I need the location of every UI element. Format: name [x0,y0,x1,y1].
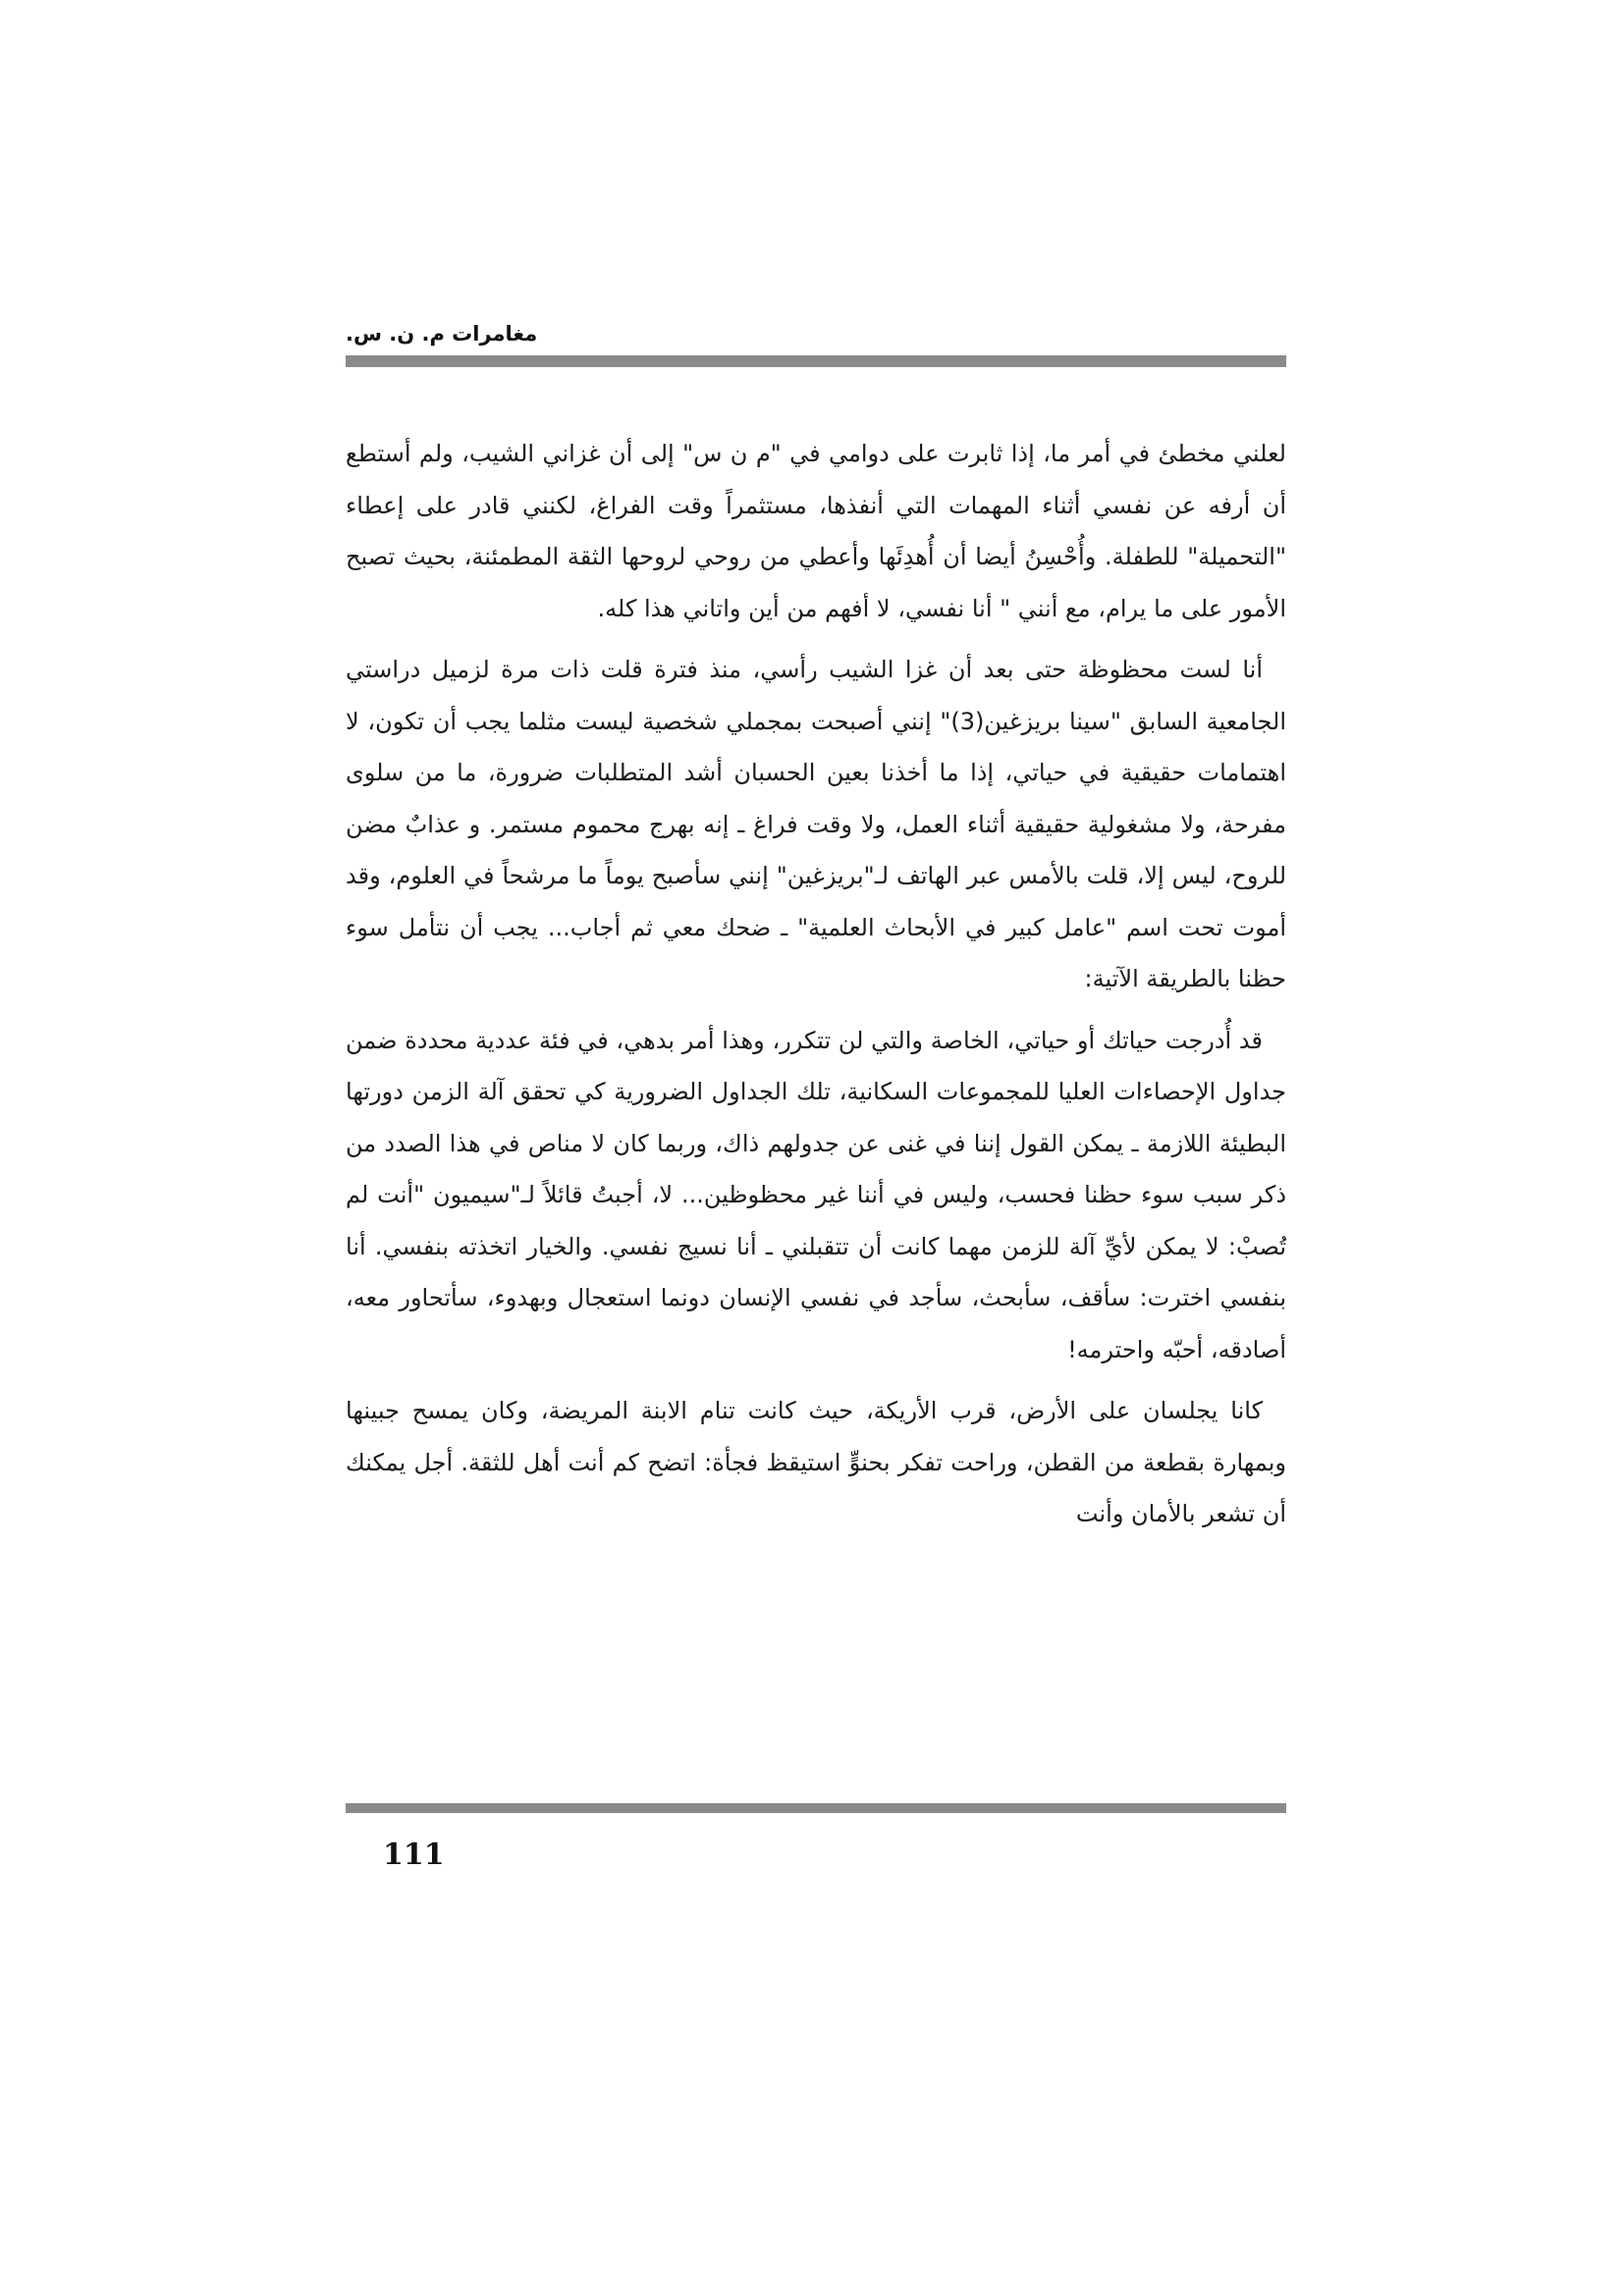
paragraph: قد أُدرجت حياتك أو حياتي، الخاصة والتي لن تتكرر، وهذا أمر بدهي، في فئة عددية محددة ضمن جداول الإحصاءات العليا للمجموعات السكانية، تلك الجداول الضرورية كي تحقق آلة الزمن دورتها البطيئة اللازمة ـ يمكن القول إننا في غنى عن جدولهم ذاك، وربما كان لا مناص في هذا الصدد من ذكر سبب سوء حظنا فحسب، وليس في أننا غير محظوظين... لا، أجبتُ قائلاً لـ"سيميون "أنت لم تُصبْ: لا يمكن لأيِّ آلة للزمن مهما كانت أن تتقبلني ـ أنا نسيج نفسي. والخيار اتخذته بنفسي. أنا بنفسي اخترت: سأقف، سأبحث، سأجد في نفسي الإنسان دونما استعجال وبهدوء، سأتحاور معه، أصادقه، أحبّه واحترمه! [346,1026,1286,1363]
paragraph: كانا يجلسان على الأرض، قرب الأريكة، حيث كانت تنام الابنة المريضة، وكان يمسح جبينها وبمهارة بقطعة من القطن، وراحت تفكر بحنوٍّ استيقظ فجأة: اتضح كم أنت أهل للثقة. أجل يمكنك أن تشعر بالأمان وأنت [346,1397,1286,1527]
body-text [346,428,1286,1550]
running-header-title: مغامرات م. ن. س. [346,322,538,346]
paragraph: أنا لست محظوظة حتى بعد أن غزا الشيب رأسي، منذ فترة قلت ذات مرة لزميل دراستي الجامعية السابق "سينا بريزغين(3)" إنني أصبحت بمجملي شخصية ليست مثلما يجب أن تكون، لا اهتمامات حقيقية في حياتي، إذا ما أخذنا بعين الحسبان أشد المتطلبات ضرورة، ما من سلوى مفرحة، ولا مشغولية حقيقية أثناء العمل، ولا وقت فراغ ـ إنه بهرج محموم مستمر. و عذابٌ مضن للروح، ليس إلا، قلت بالأمس عبر الهاتف لـ"بريزغين" إنني سأصبح يوماً ما مرشحاً في العلوم، وقد أموت تحت اسم "عامل كبير في الأبحاث العلمية" ـ ضحك معي ثم أجاب... يجب أن نتأمل سوء حظنا بالطريقة الآتية: [346,656,1286,992]
paragraph: لعلني مخطئ في أمر ما، إذا ثابرت على دوامي في "م ن س" إلى أن غزاني الشيب، ولم أستطع أن أرفه عن نفسي أثناء المهمات التي أنفذها، مستثمراً وقت الفراغ، لكنني قادر على إعطاء "التحميلة" للطفلة. وأُحْسِنُ أيضا أن أُهدِئَها وأعطي من روحي لروحها الثقة المطمئنة، بحيث تصبح الأمور على ما يرام، مع أنني " أنا نفسي، لا أفهم من أين واتاني هذا كله. [346,440,1286,622]
footer-rule [346,1803,1286,1813]
page-number: 111 [383,1838,445,1872]
header-rule [346,355,1286,367]
